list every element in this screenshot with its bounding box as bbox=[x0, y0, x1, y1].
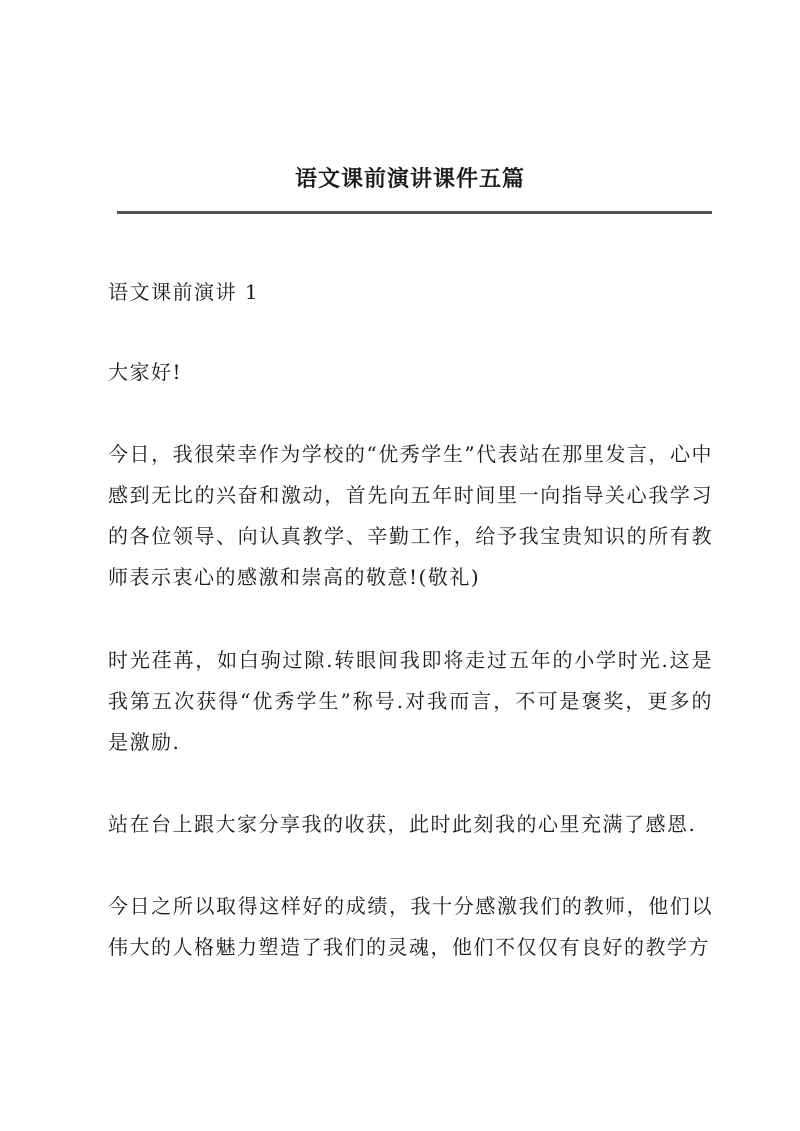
section-heading: 语文课前演讲 1 bbox=[108, 280, 260, 304]
paragraph: 站在台上跟大家分享我的收获，此时此刻我的心里充满了感恩. bbox=[108, 812, 697, 836]
paragraph: 今日，我很荣幸作为学校的“优秀学生”代表站在那里发言，心中感到无比的兴奋和激动，首先向五年时间里一向指导关心我学习的各位领导、向认真教学、辛勤工作，给予我宝贵知识的所有教师表示衷心的感激和崇高的敬意!(敬礼) bbox=[108, 442, 713, 589]
title-underline bbox=[117, 211, 712, 214]
paragraph: 今日之所以取得这样好的成绩，我十分感激我们的教师，他们以伟大的人格魅力塑造了我们的灵魂，他们不仅仅有良好的教学方 bbox=[108, 894, 713, 959]
document-title: 语文课前演讲课件五篇 bbox=[294, 166, 525, 192]
paragraph: 时光荏苒，如白驹过隙.转眼间我即将走过五年的小学时光.这是我第五次获得“优秀学生”称号.对我而言，不可是褒奖，更多的是激励. bbox=[108, 648, 713, 754]
greeting-line: 大家好! bbox=[108, 360, 183, 384]
